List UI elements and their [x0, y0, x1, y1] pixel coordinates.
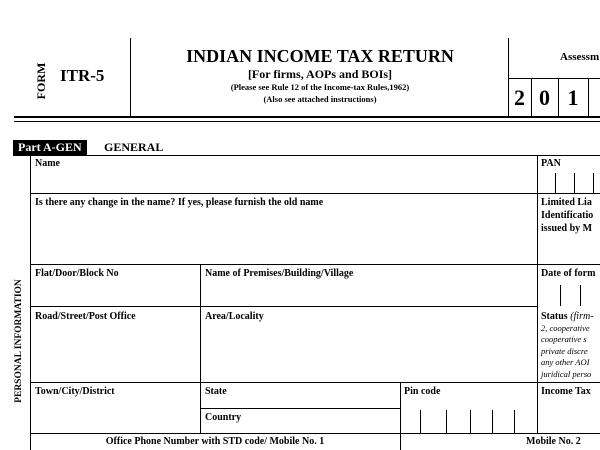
year-digit: 0: [539, 85, 550, 110]
header-rule-thin: [14, 121, 600, 122]
year-digit: 2: [514, 85, 525, 110]
llp-label: issued by M: [541, 223, 593, 234]
year-box-divider: [588, 78, 589, 116]
form-label: FORM: [34, 62, 48, 100]
form-title: INDIAN INCOME TAX RETURN: [186, 46, 454, 66]
pin-box-tick: [514, 410, 515, 433]
llp-label: Limited Lia: [541, 197, 592, 208]
row-line: [200, 408, 400, 409]
form-subtitle: [For firms, AOPs and BOIs]: [247, 67, 393, 81]
office-phone-field[interactable]: Office Phone Number with STD code/ Mobile No. 1: [105, 436, 325, 447]
instructions-note: (Also see attached instructions): [263, 94, 377, 104]
section-col-left: [30, 155, 31, 450]
pin-box-tick: [470, 410, 471, 433]
status-note: juridical perso: [541, 368, 592, 379]
pin-box-tick: [446, 410, 447, 433]
status-note: (firm-: [570, 311, 594, 322]
llp-label: Identificatio: [541, 210, 594, 221]
name-change-field[interactable]: Is there any change in the name? If yes, please furnish the old name: [35, 197, 324, 208]
pin-code-field[interactable]: Pin code: [404, 386, 441, 397]
status-field[interactable]: [541, 311, 594, 380]
status-note: private discre: [541, 345, 588, 356]
table-top: [13, 155, 600, 156]
area-field[interactable]: Area/Locality: [205, 311, 264, 322]
flat-door-field[interactable]: Flat/Door/Block No: [35, 268, 119, 279]
status-note: cooperative s: [541, 334, 587, 344]
date-box-tick: [580, 285, 581, 306]
rule-note: (Please see Rule 12 of the Income-tax Rules,1962): [230, 82, 410, 92]
row-line: [30, 264, 600, 265]
pin-box-tick: [492, 410, 493, 433]
pin-box-tick: [420, 410, 421, 433]
status-note: any other AOI: [541, 357, 590, 367]
row-line: [30, 193, 600, 194]
town-field[interactable]: Town/City/District: [35, 386, 115, 397]
pan-field[interactable]: PAN: [541, 158, 561, 169]
mobile-2-field[interactable]: Mobile No. 2: [526, 436, 581, 447]
assessment-year-label: Assessm: [560, 51, 600, 63]
part-name: GENERAL: [104, 140, 164, 154]
status-note: 2, cooperative: [541, 322, 590, 333]
pan-box-tick: [555, 173, 556, 193]
row-line: [30, 306, 537, 307]
date-box-tick: [560, 285, 561, 306]
row-line: [30, 382, 600, 383]
pan-box-tick: [574, 173, 575, 193]
header-divider-left: [130, 38, 131, 116]
year-box-top: [508, 78, 600, 79]
road-field[interactable]: Road/Street/Post Office: [35, 311, 136, 322]
header-rule: [14, 116, 600, 118]
income-tax-field[interactable]: Income Tax: [541, 386, 591, 397]
section-label-personal-information: PERSONAL INFORMATION: [14, 279, 24, 403]
col-divider: [400, 382, 401, 450]
year-digit: 1: [567, 85, 579, 110]
premises-field[interactable]: Name of Premises/Building/Village: [205, 268, 354, 279]
state-field[interactable]: State: [205, 386, 227, 397]
date-of-formation-field[interactable]: Date of form: [541, 268, 596, 279]
col-divider: [200, 264, 201, 433]
pan-box-tick: [593, 173, 594, 193]
right-col-divider: [537, 155, 538, 433]
form-code: ITR-5: [60, 66, 105, 85]
country-field[interactable]: Country: [205, 412, 242, 423]
row-line: [30, 433, 600, 434]
name-field[interactable]: Name: [35, 158, 60, 169]
status-label: Status: [541, 311, 568, 322]
part-code: Part A-GEN: [13, 140, 87, 155]
